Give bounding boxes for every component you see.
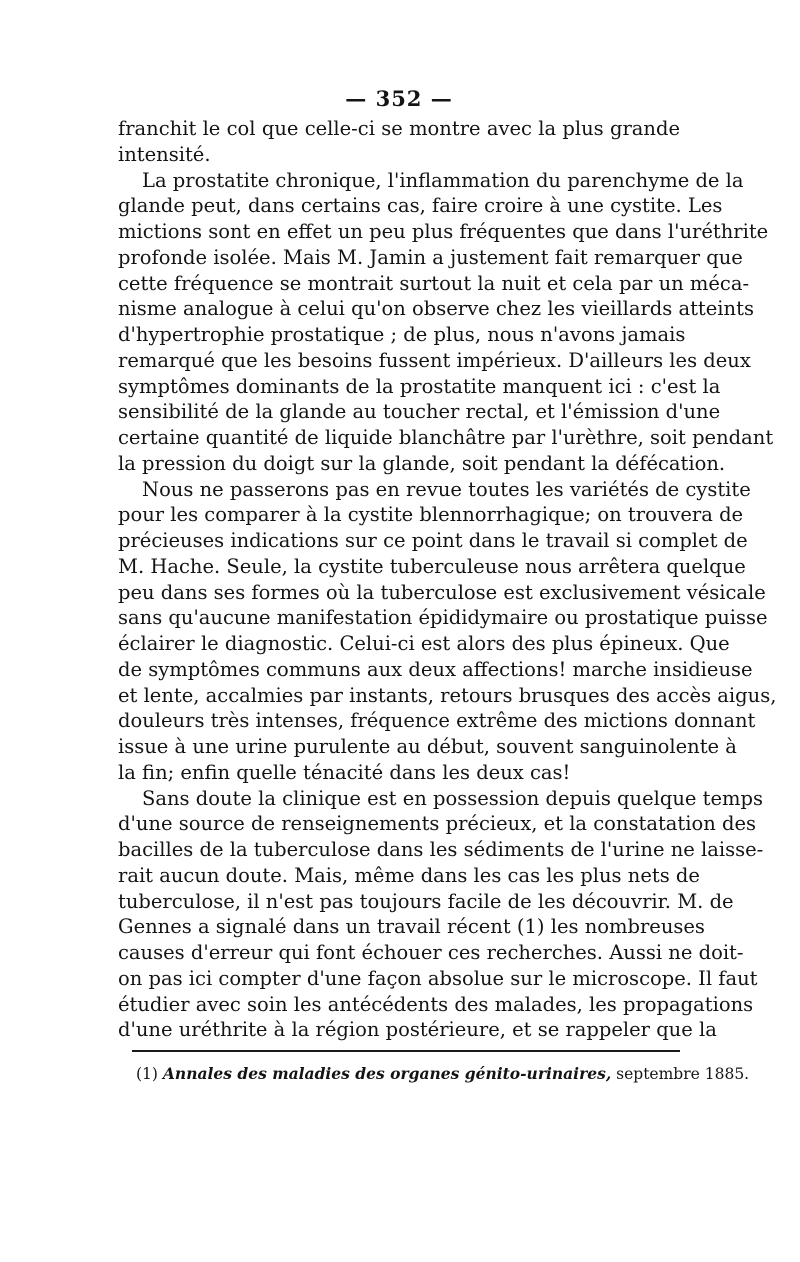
text-line: Gennes a signalé dans un travail récent (1) les nombreuses <box>118 915 705 939</box>
text-line: la pression du doigt sur la glande, soit pendant la défécation. <box>118 451 726 475</box>
text-line: d'une uréthrite à la région postérieure, et se rappeler que la <box>118 1018 717 1042</box>
text-line: sensibilité de la glande au toucher rectal, et l'émission d'une <box>118 400 721 424</box>
text-line: d'une source de renseignements précieux, et la constatation des <box>118 812 757 836</box>
text-line: remarqué que les besoins fussent impérieux. D'ailleurs les deux <box>118 348 751 372</box>
text-line: précieuses indications sur ce point dans le travail si complet de <box>118 529 748 552</box>
text-line: symptômes dominants de la prostatite manquent ici : c'est la <box>118 374 721 398</box>
text-line: sans qu'aucune manifestation épididymaire ou prostatique puisse <box>118 606 768 630</box>
text-line: M. Hache. Seule, la cystite tuberculeuse nous arrêtera quelque <box>118 554 746 578</box>
paragraph <box>118 116 680 168</box>
text-line: intensité. <box>118 142 211 166</box>
text-line: mictions sont en effet un peu plus fréquentes que dans l'uréthrite <box>118 220 769 243</box>
footnote-marker: (1) <box>136 1065 158 1083</box>
book-page <box>118 0 777 1262</box>
text-line: Nous ne passerons pas en revue toutes les variétés de cystite <box>142 477 751 501</box>
paragraph <box>118 786 764 1044</box>
text-line: étudier avec soin les antécédents des malades, les propagations <box>118 992 754 1016</box>
body-text <box>118 116 777 1043</box>
text-line: de symptômes communs aux deux affections! marche insidieuse <box>118 657 753 681</box>
footnote-source: Annales des maladies des organes génito-urinaires, <box>162 1064 612 1083</box>
text-line: éclairer le diagnostic. Celui-ci est alors des plus épineux. Que <box>118 632 730 655</box>
text-line: pour les comparer à la cystite blennorrhagique; on trouvera de <box>118 503 744 527</box>
text-line: certaine quantité de liquide blanchâtre par l'urèthre, soit pendant <box>118 426 774 449</box>
text-line: on pas ici compter d'une façon absolue sur le microscope. Il faut <box>118 966 758 990</box>
paragraph <box>118 168 774 477</box>
text-line: et lente, accalmies par instants, retours brusques des accès aigus, <box>118 683 777 707</box>
text-line: nisme analogue à celui qu'on observe chez les vieillards atteints <box>118 297 754 321</box>
text-line: glande peut, dans certains cas, faire croire à une cystite. Les <box>118 194 723 218</box>
text-line: issue à une urine purulente au début, souvent sanguinolente à <box>118 735 737 758</box>
text-line: peu dans ses formes où la tuberculose est exclusivement vésicale <box>118 580 766 604</box>
text-line: bacilles de la tuberculose dans les sédiments de l'urine ne laisse- <box>118 838 764 861</box>
text-line: tuberculose, il n'est pas toujours facile de les découvrir. M. de <box>118 889 734 913</box>
text-line: La prostatite chronique, l'inflammation du parenchyme de la <box>142 168 744 192</box>
text-line: franchit le col que celle-ci se montre avec la plus grande <box>118 117 680 140</box>
paragraph <box>118 477 777 786</box>
text-line: la fin; enfin quelle ténacité dans les deux cas! <box>118 760 571 784</box>
text-line: profonde isolée. Mais M. Jamin a justement fait remarquer que <box>118 245 743 269</box>
text-line: d'hypertrophie prostatique ; de plus, nous n'avons jamais <box>118 323 686 346</box>
text-line: rait aucun doute. Mais, même dans les cas les plus nets de <box>118 863 700 887</box>
text-line: Sans doute la clinique est en possession depuis quelque temps <box>142 786 764 810</box>
text-line: cette fréquence se montrait surtout la nuit et cela par un méca- <box>118 271 750 295</box>
text-line: douleurs très intenses, fréquence extrême des mictions donnant <box>118 709 756 733</box>
footnote-divider <box>132 1050 680 1052</box>
text-line: causes d'erreur qui font échouer ces recherches. Aussi ne doit- <box>118 941 744 964</box>
footnote <box>136 1064 750 1083</box>
page-number: — 352 — <box>345 86 453 111</box>
footnote-date: septembre 1885. <box>616 1065 750 1083</box>
